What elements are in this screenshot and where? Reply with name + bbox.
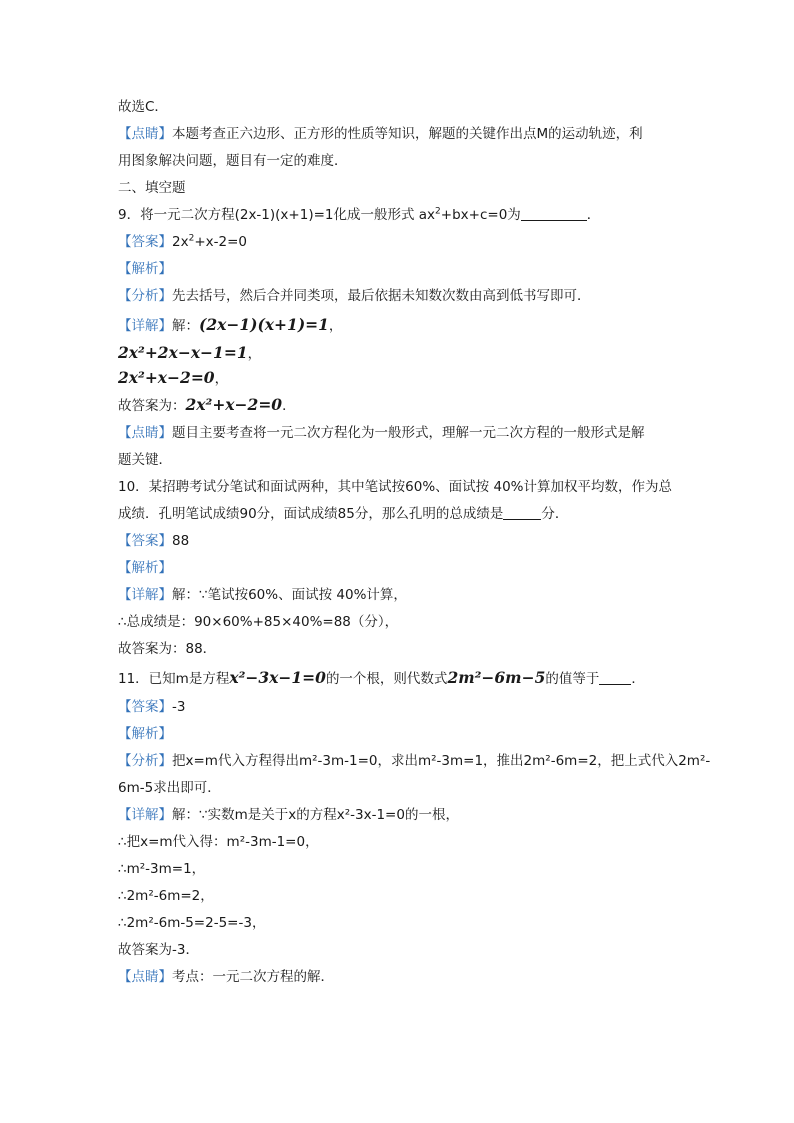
tag-xiangjie: 【详解】 [118, 587, 172, 603]
question-11: 11．已知m是方程x²−3x−1=0的一个根，则代数式2m²−6m−5的值等于 ． [118, 668, 645, 687]
text-line: 故选C． [118, 99, 168, 115]
solution-step: ∴m²-3m=1， [118, 861, 206, 877]
dianjing-line: 【点睛】题目主要考查将一元二次方程化为一般形式，理解一元二次方程的一般形式是解 [118, 425, 645, 441]
solution-step: ∴把x=m代入得：m²-3m-1=0， [118, 834, 319, 850]
tag-xiangjie: 【详解】 [118, 318, 172, 334]
text-line: 用图象解决问题，题目有一定的难度． [118, 153, 348, 169]
solution-step: 故答案为：88． [118, 641, 217, 657]
question-10-cont: 成绩．孔明笔试成绩90分，面试成绩85分，那么孔明的总成绩是 分． [118, 506, 569, 522]
tag-xiangjie: 【详解】 [118, 807, 172, 823]
math-expression: 2m²−6m−5 [447, 668, 546, 687]
tag-fenxi: 【分析】 [118, 288, 172, 304]
answer-line: 【答案】-3 [118, 699, 186, 715]
section-heading: 二、填空题 [118, 180, 186, 196]
answer-line: 【答案】88 [118, 533, 190, 549]
tag-answer: 【答案】 [118, 699, 172, 715]
fenxi-line: 【分析】把x=m代入方程得出m²-3m-1=0，求出m²-3m=1，推出2m²-6m=2，把上式代入2m²- [118, 753, 711, 769]
math-expression: (2x−1)(x+1)=1 [199, 315, 329, 334]
final-answer-line: 故答案为：2x²+x−2=0． [118, 395, 296, 414]
math-step: 2x²+2x−x−1=1， [118, 343, 262, 362]
tag-jiexi: 【解析】 [118, 726, 172, 742]
text-line [118, 121, 678, 148]
xiangjie-line: 【详解】解：∵实数m是关于x的方程x²-3x-1=0的一根， [118, 807, 459, 823]
math-step: 2x²+x−2=0， [118, 368, 229, 387]
tag-jiexi: 【解析】 [118, 261, 172, 277]
xiangjie-line: 【详解】解：∵笔试按60%、面试按 40%计算， [118, 587, 407, 603]
tag-dianjing: 【点睛】 [118, 425, 172, 441]
tag-dianjing: 【点睛】 [118, 126, 172, 142]
dianjing-line: 【点睛】考点：一元二次方程的解． [118, 969, 334, 985]
solution-step: ∴2m²-6m-5=2-5=-3， [118, 915, 266, 931]
tag-answer: 【答案】 [118, 533, 172, 549]
question-9: 9．将一元二次方程(2x-1)(x+1)=1化成一般形式 $ax^2+bx+c=0$为 ． [118, 206, 601, 223]
math-expression: x²−3x−1=0 [229, 668, 326, 687]
xiangjie-line: 【详解】解：(2x−1)(x+1)=1， [118, 315, 343, 334]
answer-blank [503, 505, 541, 520]
answer-line: 【答案】$2x^2+x-2=0$ [118, 233, 247, 250]
answer-blank [599, 670, 631, 685]
text-line: 题关键． [118, 452, 172, 468]
tag-dianjing: 【点睛】 [118, 969, 172, 985]
fenxi-line: 【分析】先去括号，然后合并同类项，最后依据未知数次数由高到低书写即可． [118, 288, 591, 304]
math-expression: 2x²+x−2=0 [185, 395, 283, 414]
tag-fenxi: 【分析】 [118, 753, 172, 769]
solution-step: ∴2m²-6m=2， [118, 888, 214, 904]
document-page [118, 94, 711, 991]
tag-jiexi: 【解析】 [118, 560, 172, 576]
question-10: 10．某招聘考试分笔试和面试两种，其中笔试按60%、面试按 40%计算加权平均数，作为总 [118, 479, 672, 495]
tag-answer: 【答案】 [118, 234, 172, 250]
answer-blank [521, 206, 587, 221]
solution-step: 故答案为-3． [118, 942, 199, 958]
dianjing-text: 本题考查正六边形、正方形的性质等知识，解题的关键作出点M的运动轨迹，利 [172, 126, 643, 142]
text-line: 6m-5求出即可． [118, 780, 221, 796]
solution-step: ∴总成绩是：90×60%+85×40%=88（分）， [118, 614, 399, 630]
